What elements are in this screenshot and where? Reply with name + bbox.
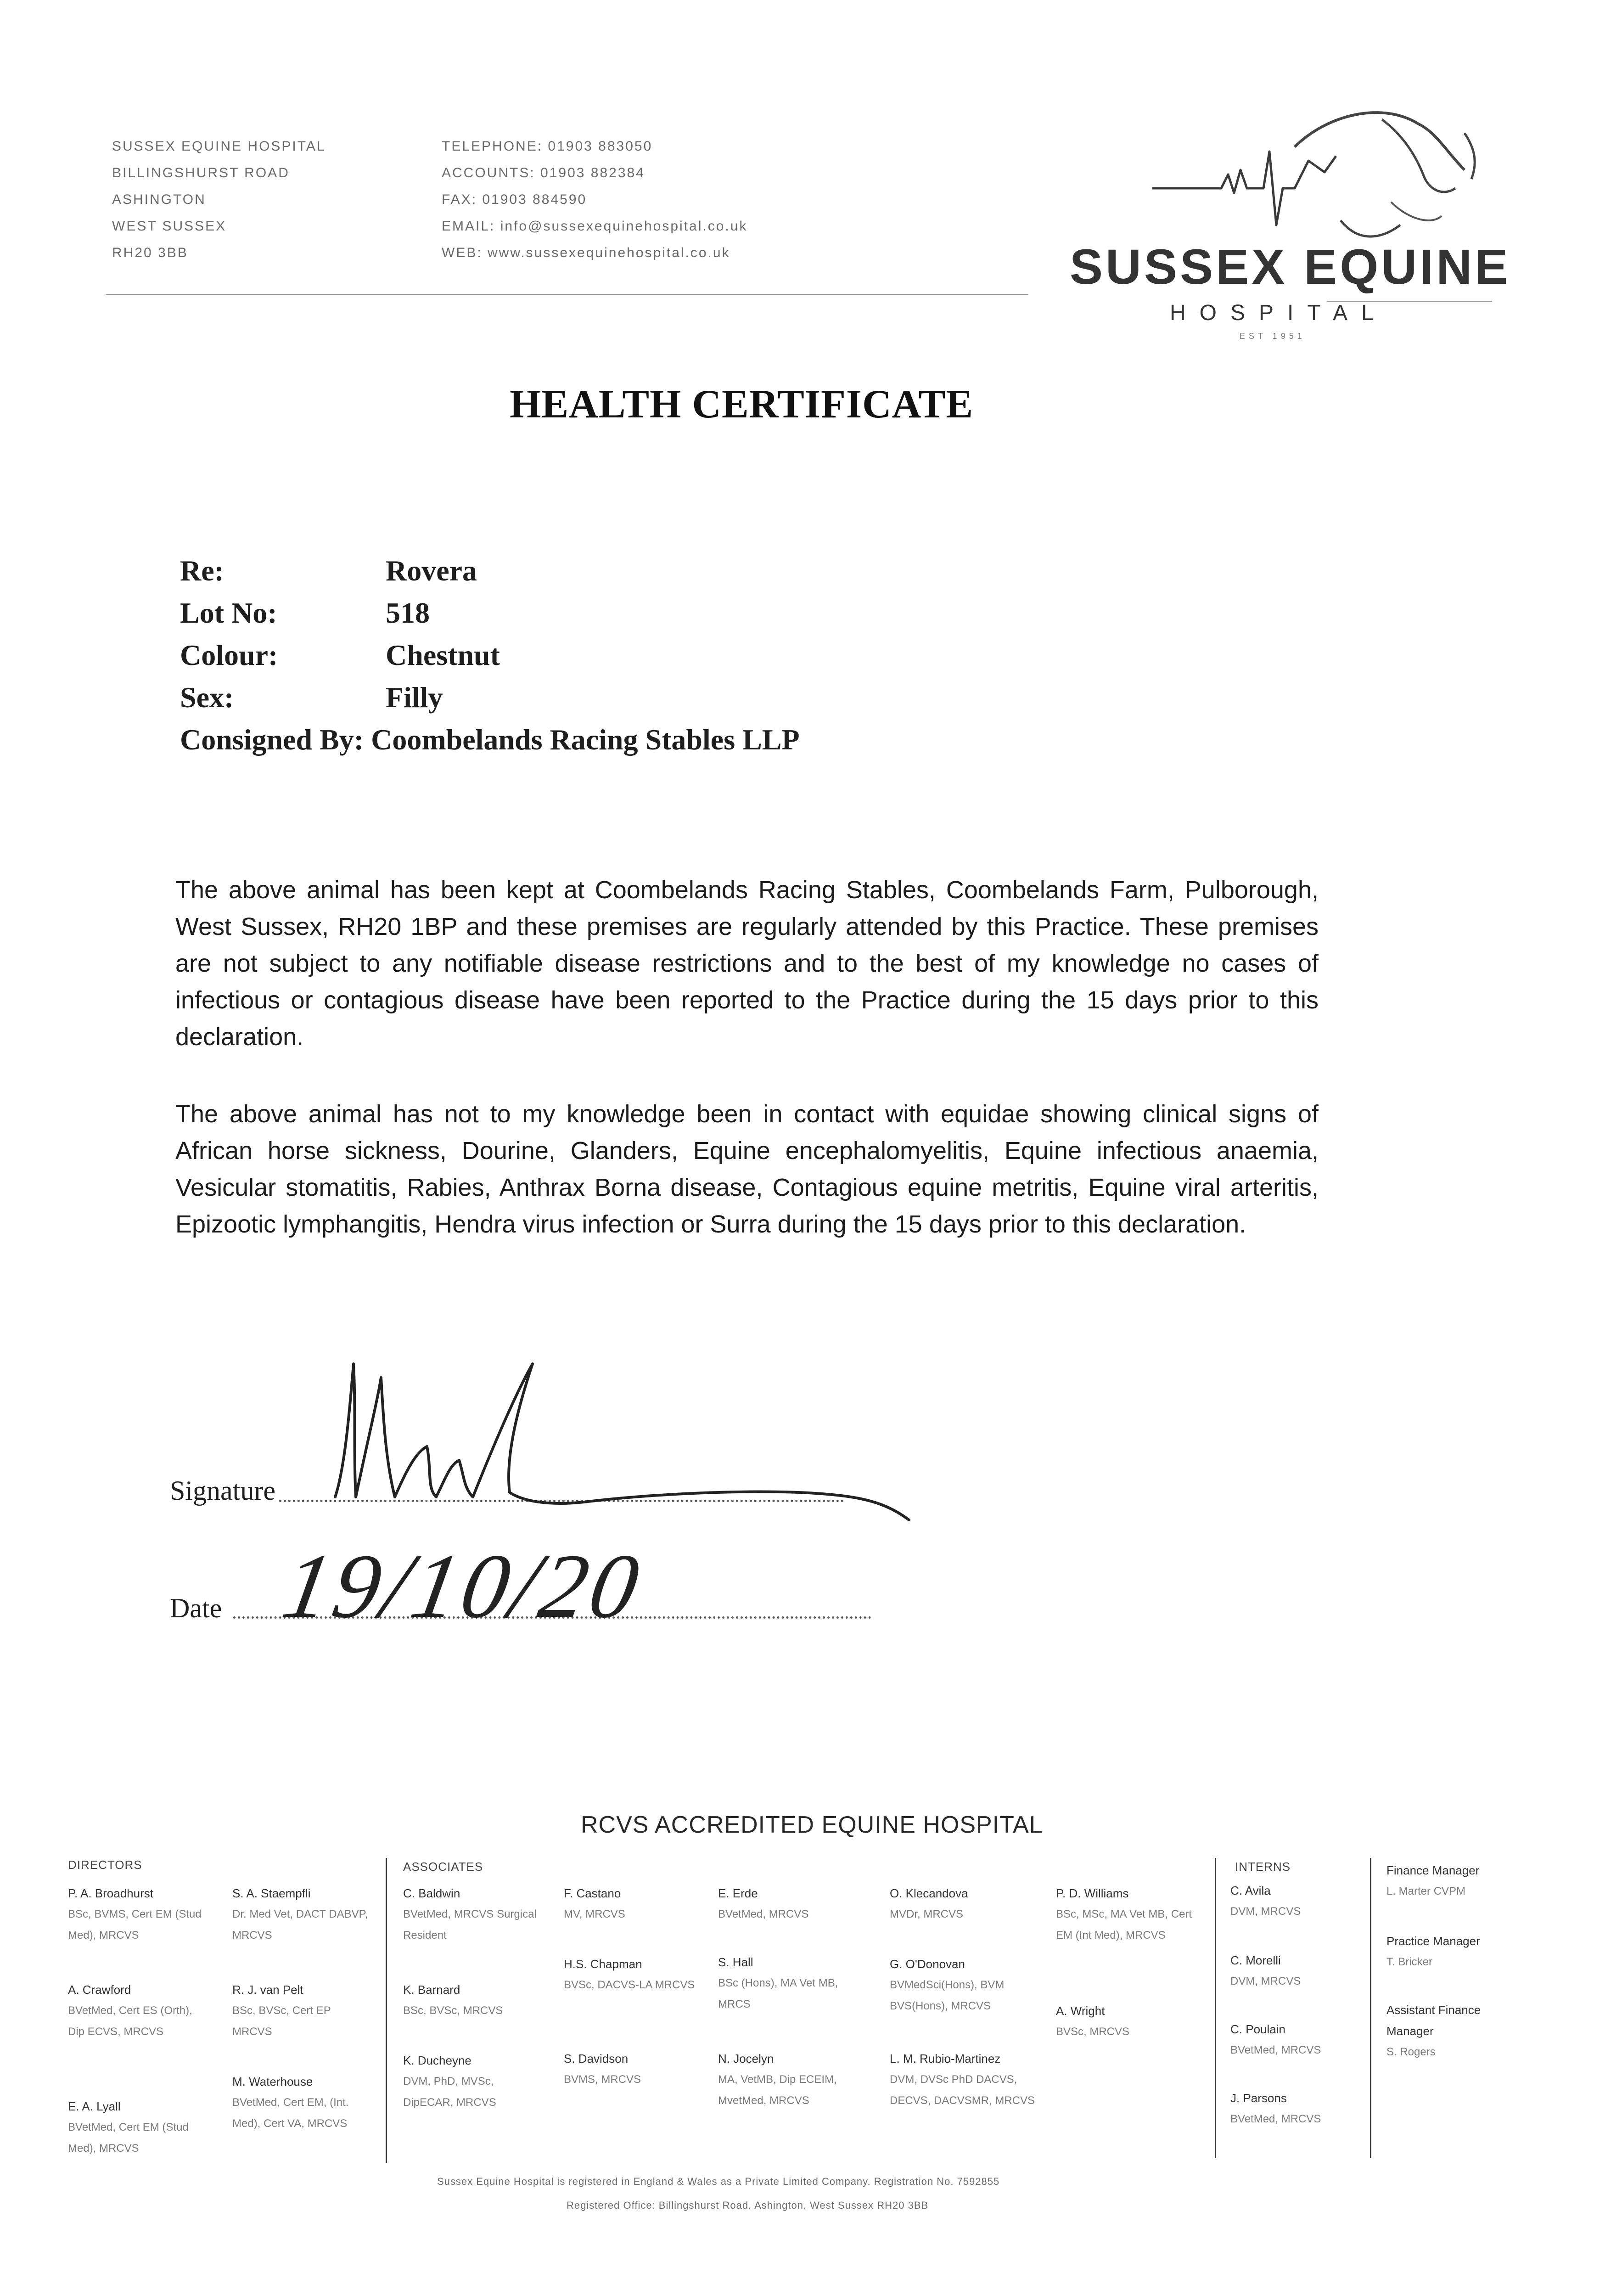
staff-name: S. Hall — [718, 1955, 753, 1969]
staff-name: C. Baldwin — [403, 1886, 460, 1900]
management-title: Assistant Finance Manager — [1386, 2003, 1481, 2038]
staff-name: C. Avila — [1230, 1884, 1271, 1897]
logo-subtitle: HOSPITAL — [1170, 301, 1387, 325]
staff-name: P. A. Broadhurst — [68, 1886, 153, 1900]
staff-entry — [403, 2050, 541, 2113]
staff-quals: BSc, MSc, MA Vet MB, Cert EM (Int Med), MRCVS — [1056, 1908, 1192, 1941]
staff-entry — [1230, 1880, 1364, 1922]
contact-line: WEB: www.sussexequinehospital.co.uk — [442, 245, 730, 260]
staff-quals: BSc (Hons), MA Vet MB, MRCS — [718, 1977, 838, 2010]
staff-entry — [403, 1883, 541, 1946]
staff-name: M. Waterhouse — [232, 2075, 313, 2088]
column-divider — [1370, 1858, 1371, 2158]
detail-row-sex — [180, 681, 443, 715]
staff-quals: BVetMed, Cert EM, (Int. Med), Cert VA, MRCVS — [232, 2096, 349, 2130]
page-title: HEALTH CERTIFICATE — [510, 382, 974, 427]
declaration-paragraph-2: The above animal has not to my knowledge been in contact with equidae showing clinical signs of African horse sickness, Dourine, Glanders, Equine encephalomyelitis, Equine infectious anaemia, Vesicular stomatitis, Rabies, Anthrax Borna disease, Contagious equine metritis, Equine viral arteritis, Epizootic lymphangitis, Hendra virus infection or Surra during the 15 days prior to this declaration. — [175, 1100, 1319, 1238]
staff-quals: MV, MRCVS — [564, 1908, 625, 1920]
staff-quals: Dr. Med Vet, DACT DABVP, MRCVS — [232, 1908, 368, 1941]
staff-quals: DVM, MRCVS — [1230, 1905, 1301, 1918]
staff-name: G. O'Donovan — [890, 1957, 965, 1971]
staff-entry — [1230, 1950, 1364, 1992]
detail-row-lot — [180, 596, 430, 630]
detail-value: Rovera — [386, 554, 477, 587]
staff-entry — [232, 2071, 370, 2134]
detail-row-consigned — [180, 723, 800, 757]
detail-value: 518 — [386, 597, 430, 629]
staff-quals: BVetMed, MRCVS Surgical Resident — [403, 1908, 537, 1941]
staff-name: S. A. Staempfli — [232, 1886, 311, 1900]
column-divider — [1215, 1858, 1216, 2158]
staff-entry — [718, 2048, 865, 2111]
date-label: Date — [170, 1593, 222, 1623]
staff-quals: BSc, BVSc, Cert EP MRCVS — [232, 2004, 331, 2038]
staff-entry — [890, 2048, 1037, 2111]
staff-name: K. Barnard — [403, 1983, 460, 1997]
detail-value: Coombelands Racing Stables LLP — [371, 723, 800, 756]
staff-quals: DVM, MRCVS — [1230, 1975, 1301, 1987]
detail-row-colour — [180, 638, 500, 672]
directors-heading: DIRECTORS — [68, 1858, 142, 1872]
staff-entry — [564, 1953, 702, 1996]
staff-name: N. Jocelyn — [718, 2052, 774, 2065]
staff-quals: DVM, PhD, MVSc, DipECAR, MRCVS — [403, 2075, 496, 2109]
address-line: ASHINGTON — [112, 192, 206, 207]
staff-name: A. Crawford — [68, 1983, 131, 1997]
staff-name: L. M. Rubio-Martinez — [890, 2052, 1001, 2065]
address-line: WEST SUSSEX — [112, 219, 227, 234]
logo-established: EST 1951 — [1240, 332, 1306, 341]
management-name: T. Bricker — [1386, 1956, 1433, 1968]
header-rule — [106, 294, 1028, 295]
staff-entry — [890, 1953, 1041, 2017]
detail-label: Lot No: — [180, 597, 277, 629]
staff-quals: BVetMed, MRCVS — [1230, 2044, 1321, 2056]
column-divider — [386, 1858, 387, 2163]
address-line: RH20 3BB — [112, 245, 188, 260]
staff-quals: BVetMed, MRCVS — [1230, 2113, 1321, 2125]
interns-heading: INTERNS — [1235, 1860, 1291, 1874]
staff-entry — [718, 1883, 856, 1925]
staff-entry — [564, 2048, 702, 2090]
staff-name: E. Erde — [718, 1886, 758, 1900]
staff-quals: DVM, DVSc PhD DACVS, DECVS, DACVSMR, MRCVS — [890, 2073, 1035, 2107]
management-name: S. Rogers — [1386, 2046, 1436, 2058]
staff-quals: MVDr, MRCVS — [890, 1908, 964, 1920]
staff-entry — [68, 2096, 206, 2159]
signature-label: Signature — [170, 1475, 275, 1506]
management-entry — [1386, 1999, 1492, 2063]
staff-name: K. Ducheyne — [403, 2054, 471, 2067]
detail-label: Consigned By: — [180, 723, 364, 756]
staff-quals: BSc, BVMS, Cert EM (Stud Med), MRCVS — [68, 1908, 202, 1941]
detail-label: Sex: — [180, 681, 234, 714]
staff-name: F. Castano — [564, 1886, 621, 1900]
contact-line: FAX: 01903 884590 — [442, 192, 587, 207]
staff-name: P. D. Williams — [1056, 1886, 1129, 1900]
management-entry — [1386, 1860, 1524, 1902]
registration-line: Sussex Equine Hospital is registered in England & Wales as a Private Limited Company. Registration No. 7592855 — [437, 2176, 1000, 2187]
contact-line: ACCOUNTS: 01903 882384 — [442, 165, 645, 180]
staff-entry — [718, 1952, 856, 2015]
contact-line: TELEPHONE: 01903 883050 — [442, 139, 653, 154]
staff-quals: BVetMed, Cert ES (Orth), Dip ECVS, MRCVS — [68, 2004, 192, 2038]
staff-name: O. Klecandova — [890, 1886, 968, 1900]
staff-name: R. J. van Pelt — [232, 1983, 303, 1997]
staff-quals: BVMS, MRCVS — [564, 2073, 641, 2086]
staff-name: A. Wright — [1056, 2004, 1105, 2018]
staff-quals: BVSc, MRCVS — [1056, 2026, 1130, 2038]
staff-entry — [1056, 1883, 1203, 1946]
declaration-paragraph-1: The above animal has been kept at Coombelands Racing Stables, Coombelands Farm, Pulborough, West Sussex, RH20 1BP and these premises are regularly attended by this Practice. These premises are not subject to any notifiable disease restrictions and to the best of my knowledge no cases of infectious or contagious disease have been reported to the Practice during the 15 days prior to this declaration. — [175, 876, 1319, 1051]
management-title: Finance Manager — [1386, 1863, 1480, 1877]
staff-name: H.S. Chapman — [564, 1957, 642, 1971]
address-line: SUSSEX EQUINE HOSPITAL — [112, 139, 326, 154]
staff-entry — [68, 1883, 206, 1946]
associates-heading: ASSOCIATES — [403, 1860, 483, 1874]
staff-quals: BSc, BVSc, MRCVS — [403, 2004, 503, 2017]
staff-quals: BVMedSci(Hons), BVM BVS(Hons), MRCVS — [890, 1979, 1005, 2012]
contact-line: EMAIL: info@sussexequinehospital.co.uk — [442, 219, 748, 234]
staff-entry — [890, 1883, 1037, 1925]
staff-quals: MA, VetMB, Dip ECEIM, MvetMed, MRCVS — [718, 2073, 837, 2107]
staff-entry — [403, 1979, 541, 2021]
staff-entry — [232, 1883, 370, 1946]
registered-office-line: Registered Office: Billingshurst Road, Ashington, West Sussex RH20 3BB — [567, 2200, 929, 2211]
detail-label: Colour: — [180, 639, 278, 671]
detail-label: Re: — [180, 554, 224, 587]
accreditation-heading: RCVS ACCREDITED EQUINE HOSPITAL — [581, 1812, 1043, 1838]
detail-row-re — [180, 554, 477, 588]
staff-entry — [232, 1979, 370, 2043]
staff-name: C. Poulain — [1230, 2022, 1285, 2036]
staff-name: E. A. Lyall — [68, 2099, 121, 2113]
staff-name: J. Parsons — [1230, 2091, 1287, 2105]
logo-name: SUSSEX EQUINE — [1070, 239, 1511, 294]
address-line: BILLINGSHURST ROAD — [112, 165, 290, 180]
staff-name: S. Davidson — [564, 2052, 629, 2065]
hospital-address-block — [112, 133, 326, 266]
handwritten-signature — [275, 1350, 927, 1534]
staff-entry — [68, 1979, 206, 2043]
staff-quals: BVetMed, MRCVS — [718, 1908, 809, 1920]
handwritten-date: 19/10/20 — [275, 1536, 650, 1637]
hospital-contact-block — [442, 133, 747, 266]
management-title: Practice Manager — [1386, 1934, 1480, 1948]
staff-quals: BVSc, DACVS-LA MRCVS — [564, 1979, 695, 1991]
staff-name: C. Morelli — [1230, 1953, 1281, 1967]
staff-entry — [564, 1883, 702, 1925]
staff-entry — [1230, 2019, 1364, 2061]
detail-value: Chestnut — [386, 639, 500, 671]
management-name: L. Marter CVPM — [1386, 1885, 1466, 1897]
staff-entry — [1056, 2000, 1194, 2043]
detail-value: Filly — [386, 681, 443, 714]
staff-entry — [1230, 2088, 1364, 2130]
staff-quals: BVetMed, Cert EM (Stud Med), MRCVS — [68, 2121, 189, 2155]
management-entry — [1386, 1930, 1524, 1973]
